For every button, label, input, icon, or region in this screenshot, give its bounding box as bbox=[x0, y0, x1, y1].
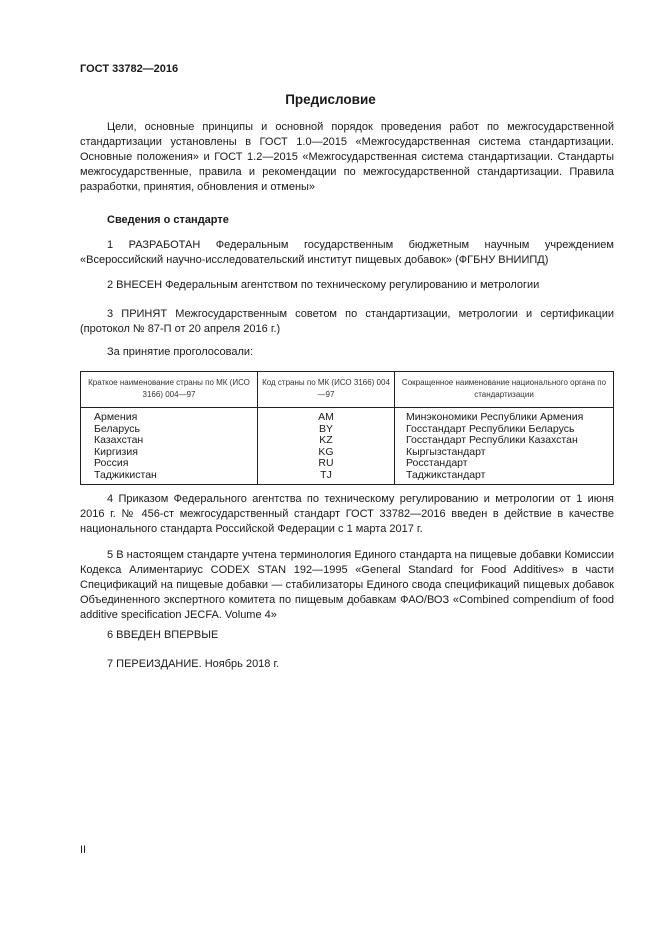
country-code: RU bbox=[318, 457, 334, 469]
intro-paragraph: Цели, основные принципы и основной порядок проведения работ по межгосударственной стандартизации установлены в ГОСТ 1.0—2015 «Межгосударственная система стандартизации. Основные положения» и ГОСТ 1.2—2015 «Межгосударственная система стандартизации. Стандарты межгосударственные, правила и рекомендации по межгосударственной стандартизации. Правила разработки, принятия, обновления и отмены» bbox=[80, 121, 614, 193]
column-header-code: Код страны по МК (ИСО 3166) 004—97 bbox=[258, 372, 395, 408]
paragraph-3: 3 ПРИНЯТ Межгосударственным советом по стандартизации, метрологии и сертификации (протокол № 87-П от 20 апреля 2016 г.) bbox=[80, 308, 614, 335]
paragraph-7: 7 ПЕРЕИЗДАНИЕ. Ноябрь 2018 г. bbox=[107, 658, 280, 670]
country-code: BY bbox=[318, 422, 333, 435]
paragraph-6: 6 ВВЕДЕН ВПЕРВЫЕ bbox=[107, 629, 219, 641]
country-name: Таджикистан bbox=[94, 468, 157, 481]
country-code: KG bbox=[318, 445, 334, 458]
section-heading: Сведения о стандарте bbox=[107, 214, 229, 226]
table-row bbox=[81, 408, 614, 485]
column-header-country: Краткое наименование страны по МК (ИСО 3166) 004—97 bbox=[81, 372, 258, 408]
standards-body: Госстандарт Республики Казахстан bbox=[406, 434, 578, 446]
country-name: Россия bbox=[94, 457, 129, 469]
page-number: II bbox=[80, 844, 87, 856]
country-code: KZ bbox=[319, 434, 333, 446]
page-title: Предисловие bbox=[285, 92, 376, 107]
body-cell bbox=[395, 408, 614, 485]
country-name: Киргизия bbox=[94, 445, 138, 458]
table-header-row bbox=[81, 372, 614, 408]
standards-body: Минэкономики Республики Армения bbox=[406, 411, 584, 423]
column-header-body: Сокращенное наименование национального органа по стандартизации bbox=[395, 372, 614, 408]
country-code: TJ bbox=[320, 468, 332, 481]
country-name: Казахстан bbox=[94, 434, 144, 446]
code-cell bbox=[258, 408, 395, 485]
document-id-header: ГОСТ 33782—2016 bbox=[80, 63, 179, 75]
standards-body: Росстандарт bbox=[406, 457, 468, 469]
paragraph-5: 5 В настоящем стандарте учтена терминология Единого стандарта на пищевые добавки Комиссии Кодекса Алиментариус CODEX STAN 192—1995 «General Standard for Food Additives» в части Спецификаций на пищевые добавки — стабилизаторы Единого свода спецификаций пищевых добавок Объединенного экспертного комитета по пищевым добавкам ФАО/ВОЗ «Combined compendium of food additive specification JECFA. Volume 4» bbox=[80, 549, 614, 621]
voted-label: За принятие проголосовали: bbox=[107, 346, 254, 358]
paragraph-4: 4 Приказом Федерального агентства по техническому регулированию и метрологии от 1 июня 2016 г. № 456-ст межгосударственный стандарт ГОСТ 33782—2016 введен в действие в качестве национального стандарта Российской Федерации с 1 марта 2017 г. bbox=[80, 493, 614, 535]
voting-table bbox=[80, 371, 614, 485]
country-name: Беларусь bbox=[94, 422, 140, 435]
country-name: Армения bbox=[94, 411, 138, 423]
paragraph-2: 2 ВНЕСЕН Федеральным агентством по техническому регулированию и метрологии bbox=[107, 279, 540, 291]
standards-body: Госстандарт Республики Беларусь bbox=[406, 422, 575, 435]
standards-body: Кыргызстандарт bbox=[406, 445, 486, 458]
standards-body: Таджикстандарт bbox=[406, 468, 486, 481]
paragraph-1: 1 РАЗРАБОТАН Федеральным государственным бюджетным научным учреждением «Всероссийский научно-исследовательский институт пищевых добавок» (ФГБНУ ВНИИПД) bbox=[80, 239, 614, 266]
country-code: AM bbox=[318, 411, 334, 423]
country-cell bbox=[81, 408, 258, 485]
